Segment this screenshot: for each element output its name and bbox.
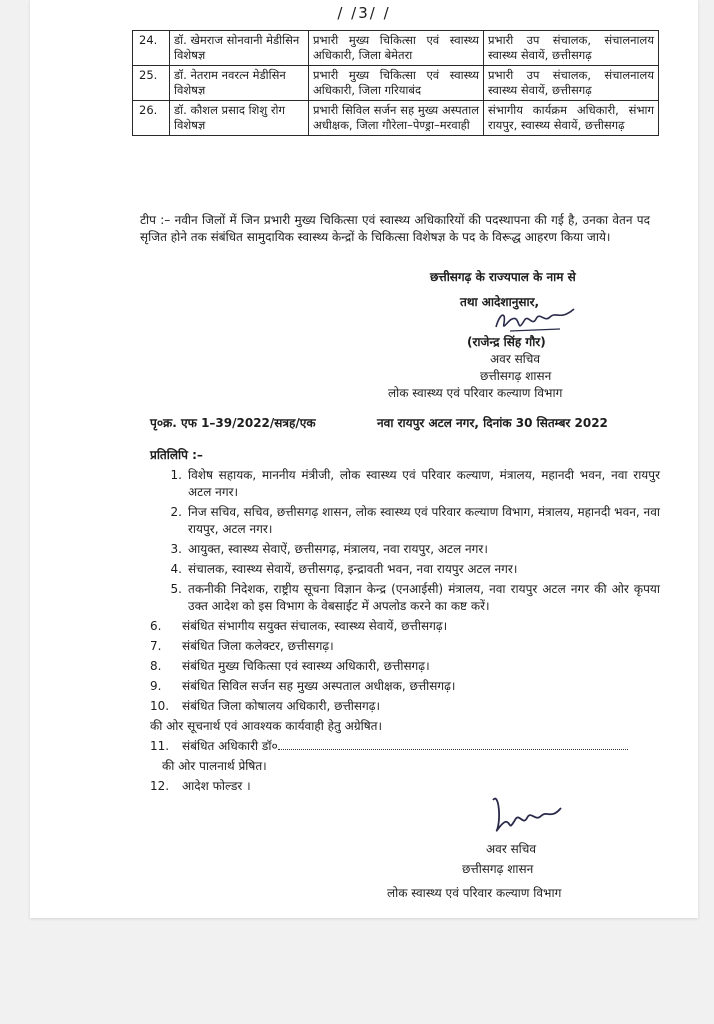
signer2-department: लोक स्वास्थ्य एवं परिवार कल्याण विभाग xyxy=(387,886,562,900)
list-item-number: 5. xyxy=(170,582,182,596)
signer-government: छत्तीसगढ़ शासन xyxy=(480,369,552,383)
list-item-text: संबंधित संभागीय सयुक्त संचालक, स्वास्थ्य सेवायें, छत्तीसगढ़। xyxy=(182,619,448,633)
order-line-orders: तथा आदेशानुसार, xyxy=(460,295,540,309)
list-item xyxy=(150,638,660,655)
forward-line: की ओर सूचनार्थ एवं आवश्यक कार्यवाही हेतु अग्रेषित। xyxy=(150,719,383,733)
list-item-number: 4. xyxy=(170,562,182,576)
table-row xyxy=(133,66,659,101)
serial-number: 25. xyxy=(133,66,170,101)
serial-number: 26. xyxy=(133,101,170,136)
list-item xyxy=(150,678,660,695)
list-item-text: तकनीकी निदेशक, राष्ट्रीय सूचना विज्ञान केन्द्र (एनआईसी) मंत्रालय, नवा रायपुर अटल नगर की ओर कृपया उक्त आदेश को इस विभाग के वेबसाईट में अपलोड करने का कष्ट करें। xyxy=(188,582,660,613)
list-item xyxy=(150,467,660,501)
list-item-number: 3. xyxy=(170,542,182,556)
new-designation: संभागीय कार्यक्रम अधिकारी, संभाग रायपुर, स्वास्थ्य सेवायें, छत्तीसगढ़ xyxy=(484,101,659,136)
dotted-blank-line xyxy=(278,739,628,750)
officer-name: डॉ. नेतराम नवरत्न मेडीसिन विशेषज्ञ xyxy=(170,66,309,101)
current-posting: प्रभारी सिविल सर्जन सह मुख्य अस्पताल अधीक्षक, जिला गौरेला–पेण्ड्रा–मरवाही xyxy=(309,101,484,136)
signer-name: (राजेन्द्र सिंह गौर) xyxy=(467,335,546,349)
reference-number: पृ०क्र. एफ 1–39/2022/सत्रह/एक xyxy=(150,416,316,430)
signer-designation: अवर सचिव xyxy=(490,352,541,366)
table-row xyxy=(133,101,659,136)
list-item-text: संचालक, स्वास्थ्य सेवायें, छत्तीसगढ़, इन्द्रावती भवन, नवा रायपुर अटल नगर। xyxy=(188,562,518,576)
copy-list xyxy=(150,464,660,795)
serial-number: 24. xyxy=(133,31,170,66)
list-item xyxy=(150,738,660,755)
list-item-text: संबंधित जिला कोषालय अधिकारी, छत्तीसगढ़। xyxy=(182,699,381,713)
signature-icon xyxy=(485,790,565,838)
forward-compliance-line: की ओर पालनार्थ प्रेषित। xyxy=(162,759,267,773)
posting-table xyxy=(132,30,659,136)
list-item xyxy=(150,561,660,578)
list-item xyxy=(150,698,660,715)
list-item-text: आदेश फोल्डर । xyxy=(182,779,251,793)
list-item-number: 8. xyxy=(150,659,162,673)
list-item-number: 2. xyxy=(170,505,182,519)
order-line-governor: छत्तीसगढ़ के राज्यपाल के नाम से xyxy=(430,270,576,284)
reference-date: नवा रायपुर अटल नगर, दिनांक 30 सितम्बर 2022 xyxy=(377,416,608,430)
document-page xyxy=(30,0,698,918)
table-row xyxy=(133,31,659,66)
list-item-number: 6. xyxy=(150,619,162,633)
officer-name: डॉ. खेमराज सोनवानी मेडीसिन विशेषज्ञ xyxy=(170,31,309,66)
list-item-text: संबंधित मुख्य चिकित्सा एवं स्वास्थ्य अधिकारी, छत्तीसगढ़। xyxy=(182,659,430,673)
signer-department: लोक स्वास्थ्य एवं परिवार कल्याण विभाग xyxy=(388,386,563,400)
list-item-text: संबंधित सिविल सर्जन सह मुख्य अस्पताल अधीक्षक, छत्तीसगढ़। xyxy=(182,679,456,693)
page-number: / /3/ / xyxy=(337,4,391,22)
list-item-number: 7. xyxy=(150,639,162,653)
list-item-number: 12. xyxy=(150,779,170,793)
current-posting: प्रभारी मुख्य चिकित्सा एवं स्वास्थ्य अधिकारी, जिला बेमेतरा xyxy=(309,31,484,66)
list-item-text: आयुक्त, स्वास्थ्य सेवाऐं, छत्तीसगढ़, मंत्रालय, नवा रायपुर, अटल नगर। xyxy=(188,542,488,556)
note-paragraph: टीप :– नवीन जिलों में जिन प्रभारी मुख्य चिकित्सा एवं स्वास्थ्य अधिकारियों की पदस्थापना की गई है, उनका वेतन पद सृजित होने तक संबंधित सामुदायिक स्वास्थ्य केन्द्रों के चिकित्सा विशेषज्ञ के पद के विरूद्ध आहरण किया जाये। xyxy=(140,213,650,244)
list-item xyxy=(150,778,660,795)
new-designation: प्रभारी उप संचालक, संचालनालय स्वास्थ्य सेवायें, छत्तीसगढ़ xyxy=(484,31,659,66)
list-item-number: 9. xyxy=(150,679,162,693)
copy-heading: प्रतिलिपि :– xyxy=(150,448,203,462)
new-designation: प्रभारी उप संचालक, संचालनालय स्वास्थ्य सेवायें, छत्तीसगढ़ xyxy=(484,66,659,101)
list-item-text: संबंधित जिला कलेक्टर, छत्तीसगढ़। xyxy=(182,639,334,653)
list-item-text xyxy=(182,738,660,755)
list-item-number: 10. xyxy=(150,699,170,713)
list-item-number: 1. xyxy=(170,468,182,482)
signer2-designation: अवर सचिव xyxy=(486,842,537,856)
current-posting: प्रभारी मुख्य चिकित्सा एवं स्वास्थ्य अधिकारी, जिला गरियाबंद xyxy=(309,66,484,101)
list-item xyxy=(150,504,660,538)
list-item-number: 11. xyxy=(150,739,170,753)
list-item-text: निज सचिव, सचिव, छत्तीसगढ़ शासन, लोक स्वास्थ्य एवं परिवार कल्याण विभाग, मंत्रालय, महानदी भवन, नवा रायपुर, अटल नगर। xyxy=(188,505,660,536)
list-item-text: विशेष सहायक, माननीय मंत्रीजी, लोक स्वास्थ्य एवं परिवार कल्याण, मंत्रालय, महानदी भवन, नवा रायपुर अटल नगर। xyxy=(188,468,660,499)
list-item xyxy=(150,581,660,615)
list-item xyxy=(150,541,660,558)
list-item xyxy=(150,658,660,675)
officer-placeholder: संबंधित अधिकारी डॉ० xyxy=(182,739,278,753)
officer-name: डॉ. कौशल प्रसाद शिशु रोग विशेषज्ञ xyxy=(170,101,309,136)
list-item xyxy=(150,618,660,635)
signer2-government: छत्तीसगढ़ शासन xyxy=(462,862,534,876)
